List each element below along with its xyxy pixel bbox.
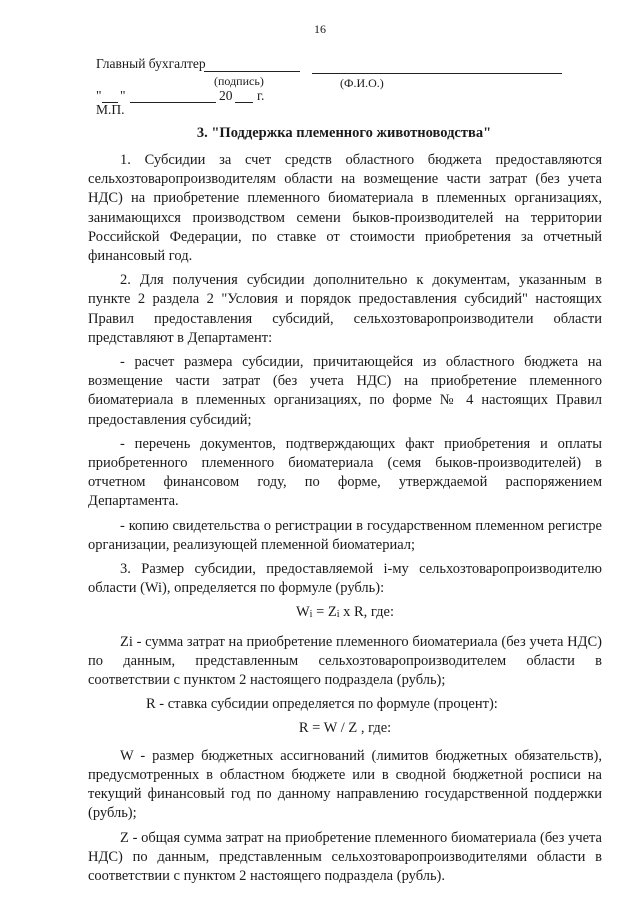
formula-w-sub: i (309, 609, 313, 621)
date-year-line (235, 102, 253, 103)
stamp-label: М.П. (96, 102, 125, 117)
section-title: 3. "Поддержка племенного животноводства" (196, 125, 492, 141)
formula-w: W (295, 604, 310, 621)
section-body (88, 151, 602, 891)
bullet-calculation: - расчет размера субсидии, причитающейся из областного бюджета на возмещение части затрат (без учета НДС) на приобретение племенного биоматериала в племенных организациях, по форме № 4 настоящих Правил предоставления субсидий; (88, 354, 602, 428)
bullet-certificate-copy: - копию свидетельства о регистрации в государственном племенном регистре организации, реализующей племенной биоматериал; (88, 517, 602, 553)
signature-line (204, 71, 300, 72)
formula-wi (88, 603, 602, 624)
date-year-prefix: 20 (219, 88, 233, 103)
date-close-quote: " (120, 88, 126, 103)
paragraph-3: 3. Размер субсидии, предоставляемой i-му сельхозтоваропроизводителю области (Wi), определяется по формуле (рубль): (88, 561, 602, 597)
formula-eq: = (312, 604, 328, 621)
name-line (312, 73, 562, 74)
date-open-quote: " (96, 88, 102, 103)
formula-rest: x R, где: (339, 604, 395, 621)
paragraph-1: 1. Субсидии за счет средств областного бюджета предоставляются сельхозтоваропроизводителям области на возмещение части затрат (без учета НДС) на приобретение племенного биоматериала в племенных организациях, занимающихся производством семени быков-производителей на территории Российской Федерации, по ставке от стоимости приобретения за отчетный финансовый год. (88, 152, 602, 265)
chief-accountant-label: Главный бухгалтер (96, 56, 206, 71)
name-caption: (Ф.И.О.) (340, 76, 384, 90)
r-definition: R - ставка субсидии определяется по формуле (процент): (146, 696, 498, 713)
formula-r: R = W / Z , где: (298, 720, 392, 737)
formula-z-sub: i (336, 609, 340, 621)
page-number: 16 (314, 22, 326, 36)
w-definition: W - размер бюджетных ассигнований (лимитов бюджетных обязательств), предусмотренных в областном бюджете или в сводной бюджетной росписи на текущий финансовый год по данному направлению государственной поддержки (рубль); (88, 747, 602, 822)
zi-definition: Zi - сумма затрат на приобретение племенного биоматериала (без учета НДС) по данным, представленным сельхозтоваропроизводителем области в соответствии с пунктом 2 настоящего подраздела (рубль); (88, 633, 602, 689)
signature-caption: (подпись) (214, 74, 264, 88)
paragraph-2: 2. Для получения субсидии дополнительно к документам, указанным в пункте 2 раздела 2 "Условия и порядок предоставления субсидий" настоящих Правил предоставления субсидий, сельхозтоваропроизводители области представляют в Департамент: (88, 272, 602, 346)
date-month-line (130, 102, 216, 103)
date-year-suffix: г. (257, 88, 265, 103)
z-definition: Z - общая сумма затрат на приобретение племенного биоматериала (без учета НДС) по данным, представленным сельхозтоваропроизводителями области в соответствии с пунктом 2 настоящего подраздела (рубль). (88, 829, 602, 884)
formula-z: Z (327, 604, 337, 621)
bullet-documents-list: - перечень документов, подтверждающих факт приобретения и оплаты приобретенного племенного биоматериала (семя быков-производителей) в отчетном финансовом году, по форме, утверждаемой распоряжением Департамента. (88, 435, 602, 510)
